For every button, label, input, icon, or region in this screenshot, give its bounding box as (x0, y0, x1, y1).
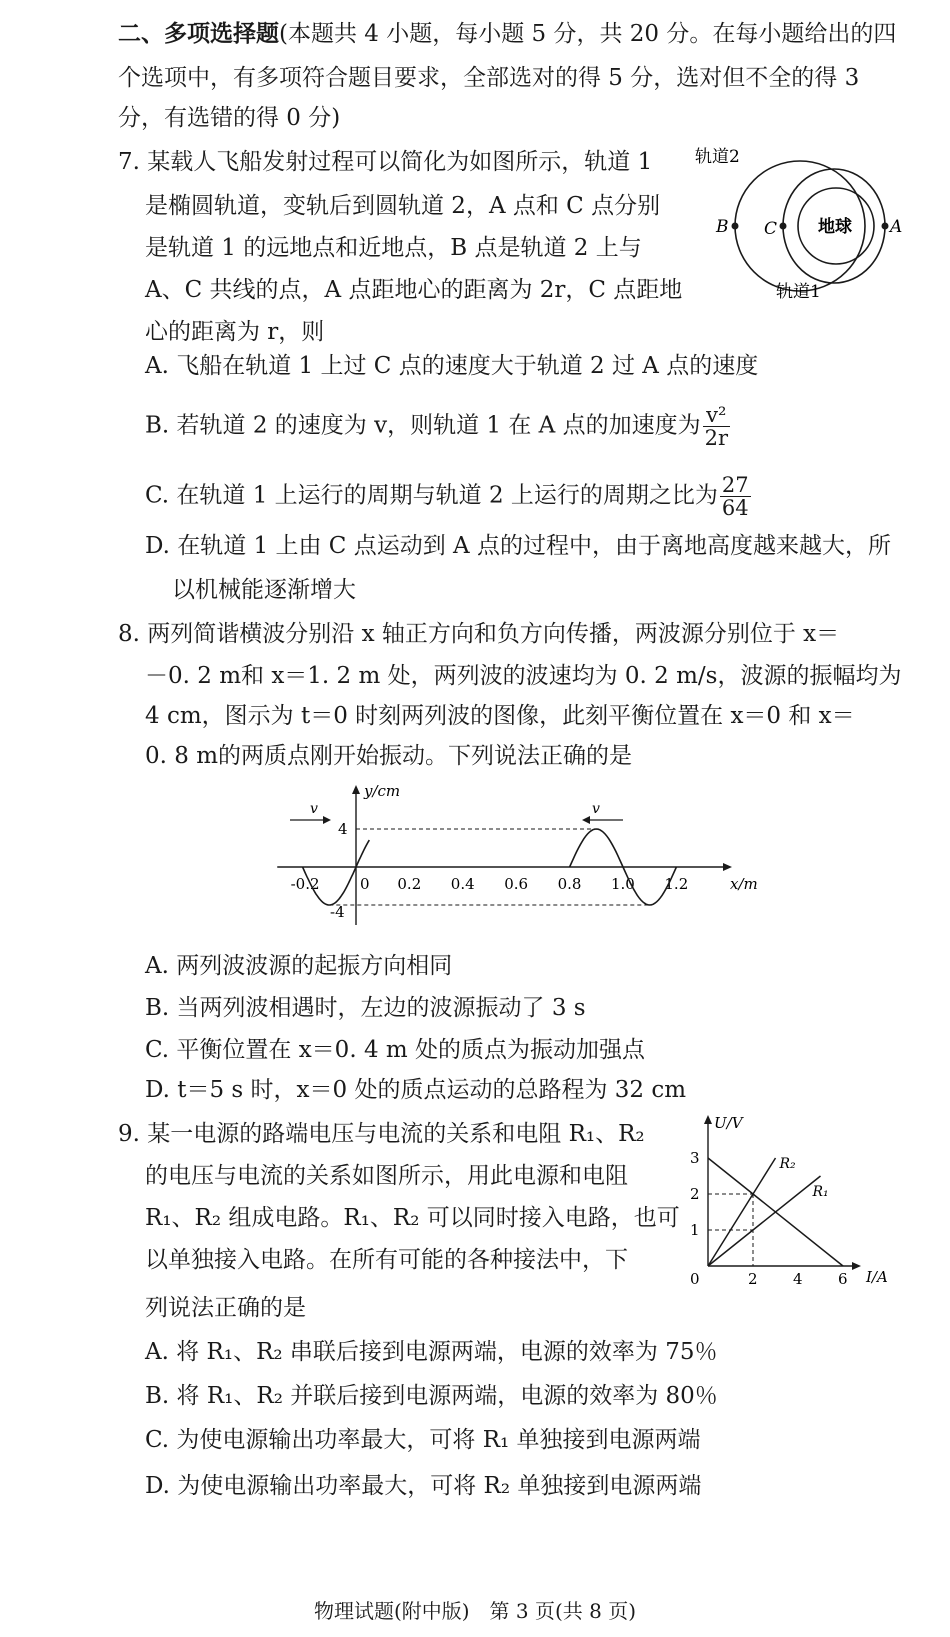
section-header (118, 18, 896, 50)
q7-option-d-line-1: D. 在轨道 1 上由 C 点运动到 A 点的过程中，由于离地高度越来越大，所 (145, 533, 891, 559)
ui-chart (680, 1110, 910, 1290)
x-axis-arrow (852, 1262, 861, 1270)
q8-option-d: D. t＝5 s 时，x＝0 处的质点运动的总路程为 32 cm (145, 1077, 687, 1103)
y-axis-arrow (704, 1115, 712, 1124)
q9-line-1: 9. 某一电源的路端电压与电流的关系和电阻 R₁、R₂ (118, 1121, 645, 1147)
x-tick-label: 0.4 (450, 875, 475, 893)
orbit-2-label: 轨道2 (695, 147, 740, 167)
x-tick-label: 2 (748, 1270, 758, 1288)
point-a-dot (882, 223, 889, 230)
q9-line-2: 的电压与电流的关系如图所示，用此电源和电阻 (145, 1163, 628, 1189)
q8-line-3: 4 cm，图示为 t＝0 时刻两列波的图像，此刻平衡位置在 x＝0 和 x＝ (145, 703, 855, 729)
q7-option-c-numerator: 27 (721, 473, 749, 497)
x-axis-arrow (723, 863, 732, 871)
x-tick-label: 6 (838, 1270, 848, 1288)
series-line-2 (708, 1176, 821, 1266)
q7-option-b-text: B. 若轨道 2 的速度为 v，则轨道 1 在 A 点的加速度为 (145, 412, 701, 439)
q7-option-b-denominator: 2r (704, 426, 728, 450)
q9-line-5: 列说法正确的是 (145, 1295, 306, 1321)
x-tick-label: 0 (690, 1270, 700, 1288)
q9-option-a: A. 将 R₁、R₂ 串联后接到电源两端，电源的效率为 75％ (145, 1339, 718, 1365)
orbit-1-label: 轨道1 (776, 282, 821, 302)
wave-chart (268, 780, 768, 930)
velocity-label-left: v (310, 801, 318, 817)
point-b-dot (732, 223, 739, 230)
q7-line-5: 心的距离为 r，则 (145, 319, 325, 345)
x-tick-label: 1.0 (611, 875, 635, 893)
q7-line-1: 7. 某载人飞船发射过程可以简化为如图所示，轨道 1 (118, 149, 653, 175)
velocity-label-right: v (592, 801, 600, 817)
q7-option-c (145, 474, 751, 519)
x-tick-label: 0.8 (557, 875, 582, 893)
q9-option-d: D. 为使电源输出功率最大，可将 R₂ 单独接到电源两端 (145, 1473, 702, 1499)
point-b-label: B (716, 217, 729, 237)
q8-option-b: B. 当两列波相遇时，左边的波源振动了 3 s (145, 995, 586, 1021)
x-axis-label: x/m (730, 875, 758, 893)
x-tick-label: 0 (360, 875, 370, 893)
point-c-label: C (764, 219, 778, 239)
y-tick-label: 1 (690, 1221, 700, 1239)
section-instructions-1: (本题共 4 小题，每小题 5 分，共 20 分。在每小题给出的四 (279, 21, 897, 47)
x-tick-label: 0.6 (504, 875, 529, 893)
y-axis-arrow (352, 785, 360, 794)
q8-line-2: －0. 2 m和 x＝1. 2 m 处，两列波的波速均为 0. 2 m/s，波源的振幅均为 (145, 663, 902, 689)
q7-option-c-denominator: 64 (721, 496, 749, 520)
q7-option-a: A. 飞船在轨道 1 上过 C 点的速度大于轨道 2 过 A 点的速度 (145, 353, 759, 379)
q7-option-b (145, 404, 730, 449)
series-label-r1: R₁ (812, 1184, 829, 1200)
q7-option-b-fraction (703, 404, 730, 449)
q8-option-a: A. 两列波波源的起振方向相同 (145, 953, 453, 979)
q7-option-d-line-2: 以机械能逐渐增大 (172, 577, 356, 603)
earth-label: 地球 (818, 217, 852, 237)
q7-option-c-fraction (720, 474, 751, 519)
q7-line-3: 是轨道 1 的远地点和近地点，B 点是轨道 2 上与 (145, 235, 642, 261)
q7-line-4: A、C 共线的点，A 点距地心的距离为 2r，C 点距地 (145, 277, 683, 303)
section-heading: 二、多项选择题 (118, 20, 279, 47)
point-c-dot (780, 223, 787, 230)
y-tick-label: 4 (338, 820, 348, 838)
y-tick-label: -4 (330, 903, 345, 921)
q7-option-c-text: C. 在轨道 1 上运行的周期与轨道 2 上运行的周期之比为 (145, 482, 718, 509)
q8-option-c: C. 平衡位置在 x＝0. 4 m 处的质点为振动加强点 (145, 1037, 646, 1063)
point-a-label: A (890, 217, 903, 237)
y-tick-label: 2 (690, 1185, 700, 1203)
page-footer: 物理试题(附中版) 第 3 页(共 8 页) (313, 1599, 637, 1623)
q7-option-b-numerator: v² (703, 404, 730, 427)
q9-line-3: R₁、R₂ 组成电路。R₁、R₂ 可以同时接入电路，也可 (145, 1205, 680, 1231)
x-tick-label: 0.2 (397, 875, 422, 893)
x-tick-label: 4 (793, 1270, 803, 1288)
x-tick-label: -0.2 (290, 875, 320, 893)
series-line-1 (708, 1158, 776, 1266)
q8-line-4: 0. 8 m的两质点刚开始振动。下列说法正确的是 (145, 743, 633, 769)
section-instructions-2: 个选项中，有多项符合题目要求，全部选对的得 5 分，选对但不全的得 3 (118, 65, 860, 91)
q9-line-4: 以单独接入电路。在所有可能的各种接法中，下 (145, 1247, 628, 1273)
wave-left-series (303, 840, 370, 905)
q8-line-1: 8. 两列简谐横波分别沿 x 轴正方向和负方向传播，两波源分别位于 x＝ (118, 621, 840, 647)
x-axis-label: I/A (866, 1268, 888, 1286)
x-tick-label: 1.2 (664, 875, 689, 893)
y-tick-label: 3 (690, 1149, 700, 1167)
velocity-arrowhead-right (582, 816, 590, 824)
q9-option-b: B. 将 R₁、R₂ 并联后接到电源两端，电源的效率为 80％ (145, 1383, 718, 1409)
y-axis-label: U/V (714, 1114, 743, 1132)
velocity-arrowhead-left (323, 816, 331, 824)
q7-line-2: 是椭圆轨道，变轨后到圆轨道 2，A 点和 C 点分别 (145, 193, 661, 219)
q9-option-c: C. 为使电源输出功率最大，可将 R₁ 单独接到电源两端 (145, 1427, 701, 1453)
y-axis-label: y/cm (364, 782, 401, 800)
orbit-figure (688, 142, 908, 302)
section-instructions-3: 分，有选错的得 0 分) (118, 105, 341, 131)
series-label-r2: R₂ (779, 1156, 796, 1172)
